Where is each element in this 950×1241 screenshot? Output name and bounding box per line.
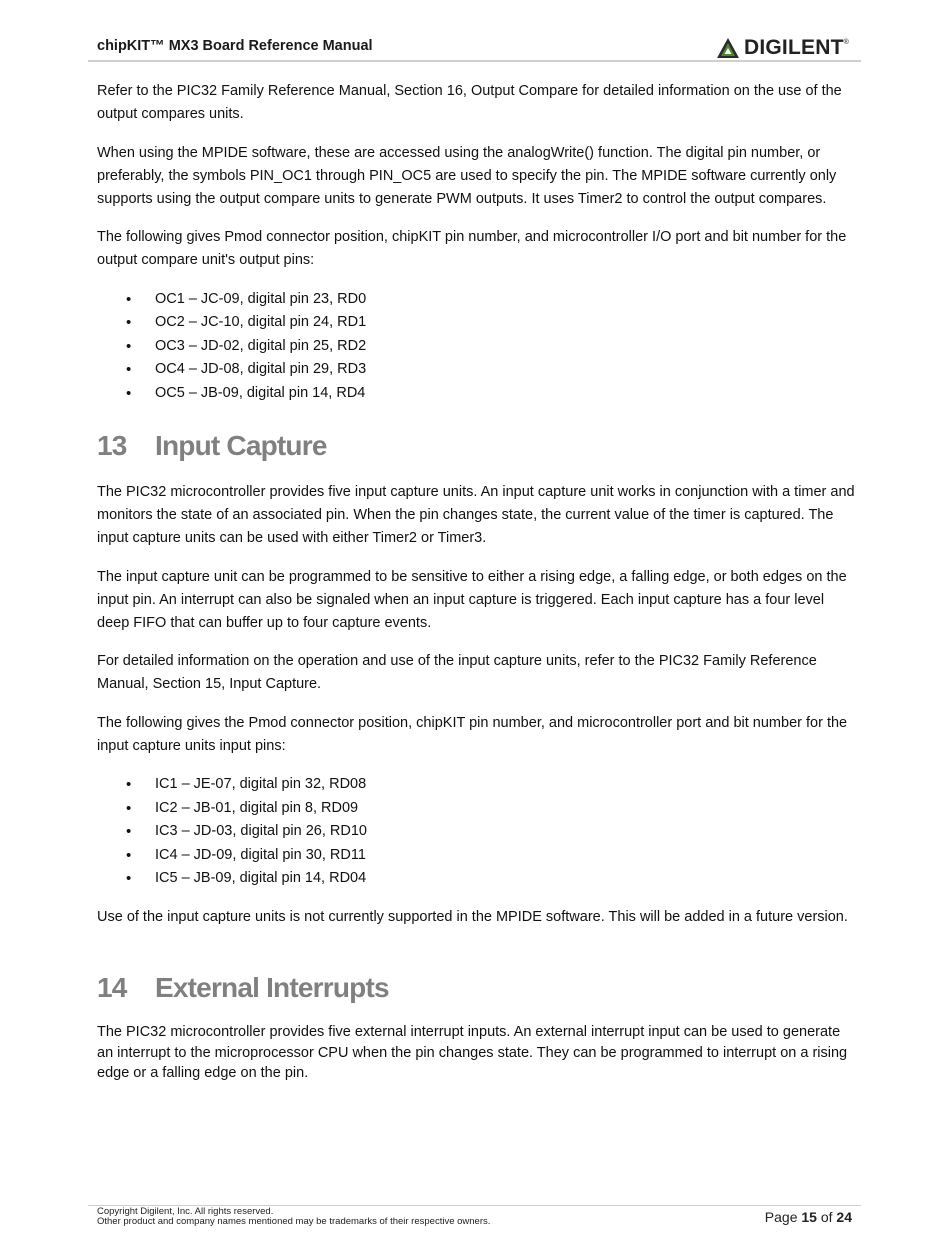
paragraph: The PIC32 microcontroller provides five external interrupt inputs. An external interrupt input can be used to generate an interrupt to the microprocessor CPU when the pin changes state. They can be programmed to interrupt on a rising edge or a falling edge on the pin. (97, 1024, 848, 1081)
list-item: • IC3 – JD-03, digital pin 26, RD10 (97, 820, 857, 844)
output-compare-pin-list (97, 288, 857, 406)
section-number: 13 (97, 430, 127, 461)
section-number: 14 (97, 972, 127, 1003)
page-total: 24 (836, 1209, 852, 1225)
section-heading-external-interrupts (97, 972, 857, 1004)
list-item: • IC5 – JB-09, digital pin 14, RD04 (97, 867, 857, 891)
section-title: Input Capture (155, 430, 327, 461)
logo-wordmark: DIGILENT (744, 36, 844, 59)
paragraph: Use of the input capture units is not currently supported in the MPIDE software. This will be added in a future version. (97, 909, 848, 925)
trademark-notice: Other product and company names mentioned may be trademarks of their respective owners. (97, 1216, 491, 1227)
digilent-logo: DIGILENT ® (716, 35, 849, 61)
page-number (765, 1209, 852, 1225)
page-of: of (820, 1209, 833, 1225)
list-item: • OC4 – JD-08, digital pin 29, RD3 (97, 358, 857, 382)
footer-legal (97, 1207, 490, 1227)
paragraph: For detailed information on the operation and use of the input capture units, refer to the PIC32 Family Reference Manual, Section 15, Input Capture. (97, 653, 817, 692)
copyright-notice: Copyright Digilent, Inc. All rights reserved. (97, 1206, 274, 1217)
paragraph: The following gives the Pmod connector position, chipKIT pin number, and microcontroller port and bit number for the input capture units input pins: (97, 714, 848, 754)
paragraph: The input capture unit can be programmed to be sensitive to either a rising edge, a falling edge, or both edges on the input pin. An interrupt can also be signaled when an input capture is triggered. Each input capture has a four level deep FIFO that can buffer up to four capture events. (97, 568, 847, 631)
list-item: • IC2 – JB-01, digital pin 8, RD09 (97, 797, 857, 821)
list-item: • OC3 – JD-02, digital pin 25, RD2 (97, 335, 857, 359)
list-item: • IC4 – JD-09, digital pin 30, RD11 (97, 844, 857, 868)
digilent-triangle-logo-icon (716, 37, 740, 59)
paragraph: When using the MPIDE software, these are accessed using the analogWrite() function. The digital pin number, or preferably, the symbols PIN_OC1 through PIN_OC5 are used to specify the pin. The MPIDE software currently only supports using the output compare units to generate PWM outputs. It uses Timer2 to control the output compares. (97, 144, 837, 207)
document-body (97, 80, 857, 1099)
section-title: External Interrupts (155, 972, 389, 1003)
section-heading-input-capture (97, 430, 857, 462)
paragraph: The PIC32 microcontroller provides five input capture units. An input capture unit works in conjunction with a timer and monitors the state of an associated pin. When the pin changes state, the current value of the timer is captured. The input capture units can be used with either Timer2 or Timer3. (97, 484, 855, 546)
input-capture-pin-list (97, 773, 857, 891)
paragraph: Refer to the PIC32 Family Reference Manual, Section 16, Output Compare for detailed information on the use of the output compares units. (97, 83, 842, 122)
list-item: • OC5 – JB-09, digital pin 14, RD4 (97, 382, 857, 406)
header-divider (88, 60, 861, 62)
page-word: Page (764, 1209, 798, 1225)
document-header-title: chipKIT™ MX3 Board Reference Manual (97, 38, 373, 54)
list-item: • OC2 – JC-10, digital pin 24, RD1 (97, 311, 857, 335)
list-item: • OC1 – JC-09, digital pin 23, RD0 (97, 288, 857, 312)
list-item: • IC1 – JE-07, digital pin 32, RD08 (97, 773, 857, 797)
paragraph: The following gives Pmod connector position, chipKIT pin number, and microcontroller I/O port and bit number for the output compare unit's output pins: (97, 229, 847, 268)
page-current: 15 (801, 1209, 817, 1225)
